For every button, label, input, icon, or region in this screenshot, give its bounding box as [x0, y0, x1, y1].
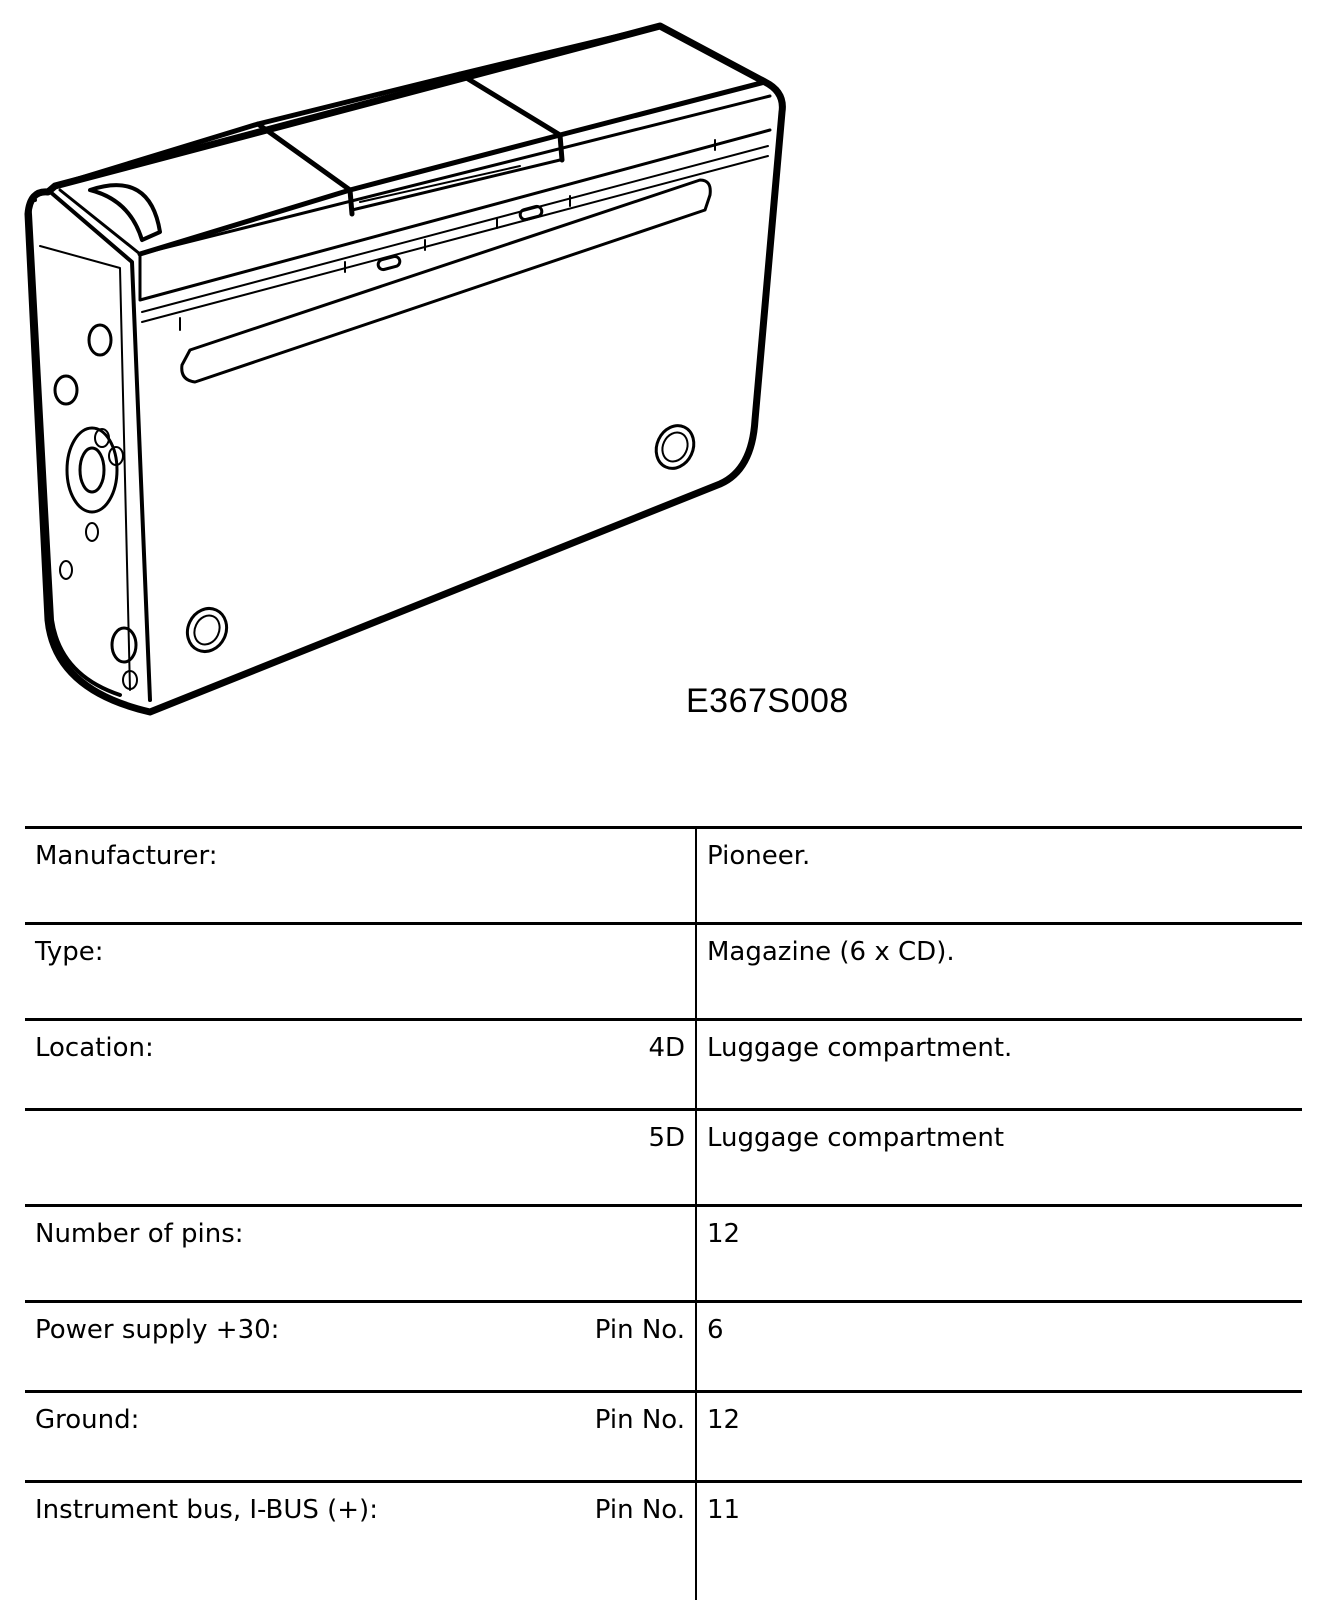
figure-reference-label: E367S008	[686, 682, 849, 720]
table-row-location-4d	[25, 1018, 1302, 1108]
cd-changer-unit-drawing-icon	[0, 0, 880, 760]
row-qualifier: Pin No.	[594, 1405, 685, 1435]
row-label: Instrument bus, I-BUS (+):	[35, 1495, 378, 1525]
row-label: Manufacturer:	[35, 841, 218, 871]
row-label: Power supply +30:	[35, 1315, 280, 1345]
table-row-manufacturer	[25, 826, 1302, 922]
table-row-instrument-bus	[25, 1480, 1302, 1600]
table-cell-label	[25, 1483, 697, 1600]
row-value: 6	[707, 1315, 724, 1345]
specification-table	[25, 826, 1302, 1600]
row-value: Magazine (6 x CD).	[707, 937, 955, 967]
table-row-type	[25, 922, 1302, 1018]
row-value: 12	[707, 1219, 741, 1249]
table-cell-label	[25, 1111, 697, 1204]
row-label: Location:	[35, 1033, 154, 1063]
table-cell-label	[25, 829, 697, 922]
table-row-location-5d	[25, 1108, 1302, 1204]
row-qualifier: Pin No.	[594, 1315, 685, 1345]
cd-changer-illustration	[0, 0, 880, 760]
row-value: 11	[707, 1495, 741, 1525]
table-row-number-of-pins	[25, 1204, 1302, 1300]
table-cell-label	[25, 1207, 697, 1300]
row-value: Luggage compartment	[707, 1123, 1005, 1153]
row-label: Number of pins:	[35, 1219, 244, 1249]
row-value: Pioneer.	[707, 841, 811, 871]
table-cell-label	[25, 1393, 697, 1480]
table-row-power-supply	[25, 1300, 1302, 1390]
row-qualifier: 5D	[648, 1123, 685, 1153]
table-row-ground	[25, 1390, 1302, 1480]
table-cell-label	[25, 925, 697, 1018]
row-label: Ground:	[35, 1405, 140, 1435]
row-qualifier: Pin No.	[594, 1495, 685, 1525]
table-cell-label	[25, 1021, 697, 1108]
row-qualifier: 4D	[648, 1033, 685, 1063]
table-cell-label	[25, 1303, 697, 1390]
row-label: Type:	[35, 937, 104, 967]
row-value: 12	[707, 1405, 741, 1435]
row-value: Luggage compartment.	[707, 1033, 1013, 1063]
